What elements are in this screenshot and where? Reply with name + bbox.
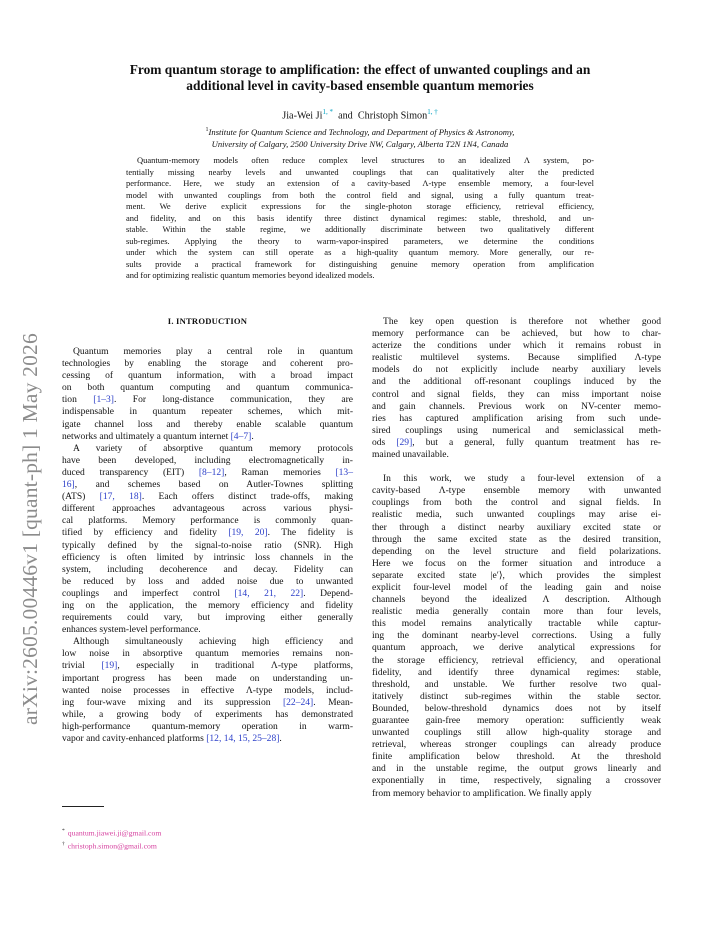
text-line [372,667,661,679]
citation-link[interactable]: 16] [62,479,75,491]
text-line [372,630,661,642]
text-run: technologies by enabling the storage and coherent pro- [62,358,353,370]
text-run: (ATS) [62,491,100,503]
text-line [62,419,353,431]
arxiv-identifier: arXiv:2605.00446v1 [quant-ph] 1 May 2026 [18,333,42,725]
text-line [372,727,661,739]
text-run: ing four-wave mixing and its suppression [62,696,283,708]
text-run: indispensable in quantum repeater schemes, which mit- [62,406,353,418]
text-line [372,715,661,727]
text-run: unwanted couplings still allow high-quality storage and [372,727,661,739]
text-run: tified by efficiency and fidelity [62,527,229,539]
text-run: ing on the application, the memory efficiency and fidelity [62,599,353,611]
text-line [62,564,353,576]
text-line [62,673,353,685]
text-line [372,534,661,546]
text-run: sired couplings using numerical and semiclassical meth- [372,424,661,436]
text-line [372,376,661,388]
text-run: . [251,430,254,442]
text-run: typically defined by the signal-to-noise ratio (SNR). High [62,539,353,551]
text-run: , but a general, fully quantum treatment has re- [412,436,661,448]
affiliation-line: University of Calgary, 2500 University Drive NW, Calgary, Alberta T2N 1N4, Canada [211,138,509,149]
citation-link[interactable]: [22–24] [282,696,314,708]
abstract-line: and for optimizing realistic quantum memories beyond idealized models. [126,270,375,281]
abstract-line: sub-regimes. Applying the theory to warm-vapor-inspired parameters, we determine the conditions [126,235,594,246]
text-run: cavity-based Λ-type ensemble memory with unwanted [372,485,661,497]
citation-link[interactable]: [13– [335,466,353,478]
affiliation-mark: 1 [205,127,209,133]
text-run: this model remains analytically tractable while captur- [372,618,661,630]
text-line [372,618,661,630]
text-run: and gain channels. Previous work on NV-center memo- [372,400,661,412]
footnote-mark: * [62,828,65,834]
text-run: be reduced by loss and added noise due to unwanted [62,575,353,587]
text-run: ods [372,436,397,448]
footnote [62,826,161,839]
left-column [62,346,353,745]
text-run: retrieval, whereas stronger couplings can already produce [372,739,661,751]
text-line [372,485,661,497]
text-line [372,328,661,340]
text-run: . Each offers distinct trade-offs, making [141,491,353,503]
text-line [372,739,661,751]
text-line [62,406,353,418]
text-run: mained unavailable. [372,449,449,461]
text-run: control and signal fields, they can miss important noise [372,388,661,400]
text-line [372,401,661,413]
text-run: memory performance can be achieved, but how to char- [372,328,661,340]
text-run: requirements could vary, but improving either generally [62,612,353,624]
text-run: high-performance quantum-memory operation in warm- [62,720,353,732]
text-run: A variety of absorptive quantum memory protocols [73,442,353,454]
text-run: , Raman memories [224,466,336,478]
text-run: In this work, we study a four-level extension of a [383,473,661,485]
text-run: couplings and imperfect control [62,587,235,599]
text-line [372,340,661,352]
text-line [372,413,661,425]
text-run: on both quantum computing and quantum communica- [62,382,353,394]
citation-link[interactable]: [1–3] [93,394,114,406]
text-run: acterize the conditions under which it remains robust in [372,340,661,352]
author-name: Jia-Wei Ji [282,110,323,122]
text-run: cal platforms. Memory performance is commonly quan- [62,515,353,527]
text-run: couplings from both the control and signal fields. In [372,497,661,509]
text-run: Quantum memories play a central role in quantum [73,346,353,357]
text-run: . Depend- [303,587,353,599]
text-line [62,540,353,552]
text-run: tion [62,394,94,406]
text-run: from memory behavior to amplification. We finally apply [372,787,592,799]
text-run: Bounded, below-threshold dynamics does not by itself [372,702,661,714]
text-line [62,697,353,709]
abstract-line: stable. Within the stable regime, we additionally discriminate between two qualitatively different [126,224,594,235]
text-line [62,636,353,648]
text-run: separate excited state |e′⟩, which provides the simplest [372,569,661,581]
title-line: From quantum storage to amplification: the effect of unwanted couplings and an [129,62,591,77]
paper-title [70,62,650,94]
text-line [372,594,661,606]
text-run: have been developed, including electromagnetically in- [62,454,353,466]
text-line [372,751,661,763]
text-run: fidelity, and identify three dynamical regimes: stable, [372,666,661,678]
text-line [62,394,353,406]
text-run: while, a growing body of experiments has demonstrated [62,708,353,720]
text-line [372,509,661,521]
text-run: itatively distinct sub-regimes within the stable sector. [372,690,661,702]
author-name: Christoph Simon [357,110,428,122]
citation-link[interactable]: [19, 20] [228,527,268,539]
text-line [62,685,353,697]
email-link[interactable]: quantum.jiawei.ji@gmail.com [67,828,162,838]
citation-link[interactable]: [8–12] [198,466,225,478]
text-line [372,763,661,775]
abstract-line: Quantum-memory models often reduce complex level structures to an idealized Λ system, po- [137,155,594,165]
text-line [62,515,353,527]
text-line [372,497,661,509]
text-run: wanted noise processes in effective Λ-type models, includ- [62,684,353,696]
text-line [62,648,353,660]
text-run: The key open question is therefore not whether good [383,316,661,327]
text-line [372,352,661,364]
text-line [372,522,661,534]
right-column [372,316,661,800]
text-run: cessing of quantum information, with a broad impact [62,370,353,382]
paragraph [62,443,353,637]
text-run: igate channel loss and thereby enable scalable quantum [62,418,353,430]
text-line [372,316,661,328]
text-run: channels beyond the idealized Λ description. Although [372,594,661,606]
text-line [372,570,661,582]
text-line [62,503,353,515]
text-line [62,733,353,745]
author-mark: 1, † [427,108,438,116]
text-line [62,552,353,564]
text-line [372,558,661,570]
abstract-line: model with unwanted couplings from both the control field and signal, using a fully quantum treat- [126,189,594,200]
abstract-line: ment. We derive explicit expressions for the single-photon storage efficiency, retrieval efficiency, [126,201,594,212]
paragraph [62,636,353,745]
text-line [62,624,353,636]
text-run: explicit four-level model of the leading gain and noise [372,581,661,593]
abstract-line: performance. Here, we study an extension of a cavity-based Λ-type ensemble memory, a four-level [126,178,594,189]
text-run: duced transparency (EIT) [62,466,199,478]
text-line [372,691,661,703]
text-run: , and schemes based on Autler-Townes splitting [74,479,353,491]
citation-link[interactable]: [14, 21, 22] [234,587,304,599]
text-line [62,467,353,479]
text-line [62,370,353,382]
text-run: . For long-distance communication, they are [113,394,353,406]
text-run: and in the unstable regime, the output grows linearly and [372,763,661,775]
footnote-rule [62,806,104,807]
text-run: ing the dominant nearby-level corrections. Using a fully [372,630,661,642]
text-line [62,612,353,624]
text-run: and the additional off-resonant couplings induced by the [372,376,661,388]
author-mark: 1, * [322,108,333,116]
abstract-line: and fidelity, and on this basis identify three distinct dynamical regimes: stable, threshold, and un- [126,212,594,223]
text-run: . The fidelity is [267,527,353,539]
paragraph [372,473,661,800]
abstract-line: under which the system can still operate as a high-quality quantum memory. More generally, our re- [126,247,594,258]
title-line: additional level in cavity-based ensemble quantum memories [186,78,534,93]
text-run: Although simultaneously achieving high efficiency and [73,636,353,648]
citation-link[interactable]: [4–7] [230,430,252,442]
text-line [372,703,661,715]
text-run: finite amplification below threshold. At the threshold [372,751,661,763]
text-line [62,455,353,467]
text-run: exponentially in time, respectively, signaling a crossover [372,775,661,787]
text-line [372,679,661,691]
text-line [372,449,661,461]
text-line [62,431,353,443]
affiliation-line: Institute for Quantum Science and Technology, and Department of Physics & Astronomy, [208,126,515,137]
text-run: the storage efficiency, retrieval efficiency, and operational [372,654,661,666]
text-line [62,709,353,721]
text-run: vapor and cavity-enhanced platforms [62,733,207,744]
text-line [62,346,353,358]
arxiv-stamp [4,180,52,740]
text-line [62,527,353,539]
text-line [62,600,353,612]
text-run: ther through a distinct nearby auxiliary excited state or [372,521,661,533]
text-line [62,443,353,455]
text-run: through the same excited state as the desired transition, [372,533,661,545]
author-connector: and [338,110,353,122]
abstract-line: tentially missing nearby levels and unwanted couplings that can qualitatively alter the predicted [126,166,594,177]
citation-link[interactable]: [12, 14, 15, 25–28] [206,733,280,744]
text-run: Here we focus on the former situation and introduce a [372,557,661,569]
text-line [62,382,353,394]
text-run: trivial [62,660,102,672]
text-run: threshold, and unstable. We further resolve two qual- [372,678,661,690]
paragraph [62,346,353,443]
text-run: . [279,733,282,744]
text-line [62,721,353,733]
text-run: realistic media generally contain more than four levels, [372,606,661,618]
paragraph [372,316,661,461]
text-line [372,582,661,594]
text-run: guarantee gain-free memory operation: sufficiently weak [372,715,661,726]
text-run: models do not explicitly include nearby auxiliary levels [372,364,661,376]
abstract [126,155,594,282]
text-run: important progress has been made on understanding un- [62,672,353,684]
footnotes [62,826,161,851]
text-run: system, including decoherence and decay. Fidelity can [62,563,353,575]
text-run: realistic multilevel systems. Because simplified Λ-type [372,352,661,364]
citation-link[interactable]: [19] [101,660,118,672]
text-run: , especially in traditional Λ-type platforms, [117,660,354,672]
text-line [372,546,661,558]
text-line [372,425,661,437]
text-run: networks and ultimately a quantum internet [62,430,231,442]
affiliation [100,124,620,150]
text-line [62,479,353,491]
text-line [62,660,353,672]
text-line [372,775,661,787]
text-line [62,491,353,503]
footnote [62,839,161,852]
abstract-line: sults provide a practical framework for distinguishing genuine memory operation from amplification [126,258,594,269]
text-run: efficiency is often limited by intrinsic loss channels in the [62,551,353,563]
text-line [372,788,661,800]
text-line [372,364,661,376]
text-line [372,473,661,485]
footnote-mark: † [62,840,65,847]
text-line [372,606,661,618]
text-line [372,655,661,667]
text-line [62,576,353,588]
text-run: different approaches advantageous across various physi- [62,503,353,515]
text-run: . Mean- [313,696,353,708]
section-heading: I. INTRODUCTION [167,316,248,326]
author-list [70,108,650,121]
text-line [62,358,353,370]
text-run: realistic media, such unwanted couplings may arise ei- [372,509,661,521]
citation-link[interactable]: [17, 18] [99,491,142,503]
text-run: enhances system-level performance. [62,624,201,636]
text-line [372,437,661,449]
text-run: quantum approach, we derive analytical expressions for [372,642,661,654]
text-run: depending on the level structure and field polarizations. [372,545,661,557]
text-line [372,389,661,401]
text-run: low noise in absorptive quantum memories remains non- [62,648,353,660]
citation-link[interactable]: [29] [396,436,413,448]
text-line [372,642,661,654]
text-run: ries has captured amplification arising from such unde- [372,412,661,424]
text-line [62,588,353,600]
email-link[interactable]: christoph.simon@gmail.com [67,841,157,851]
